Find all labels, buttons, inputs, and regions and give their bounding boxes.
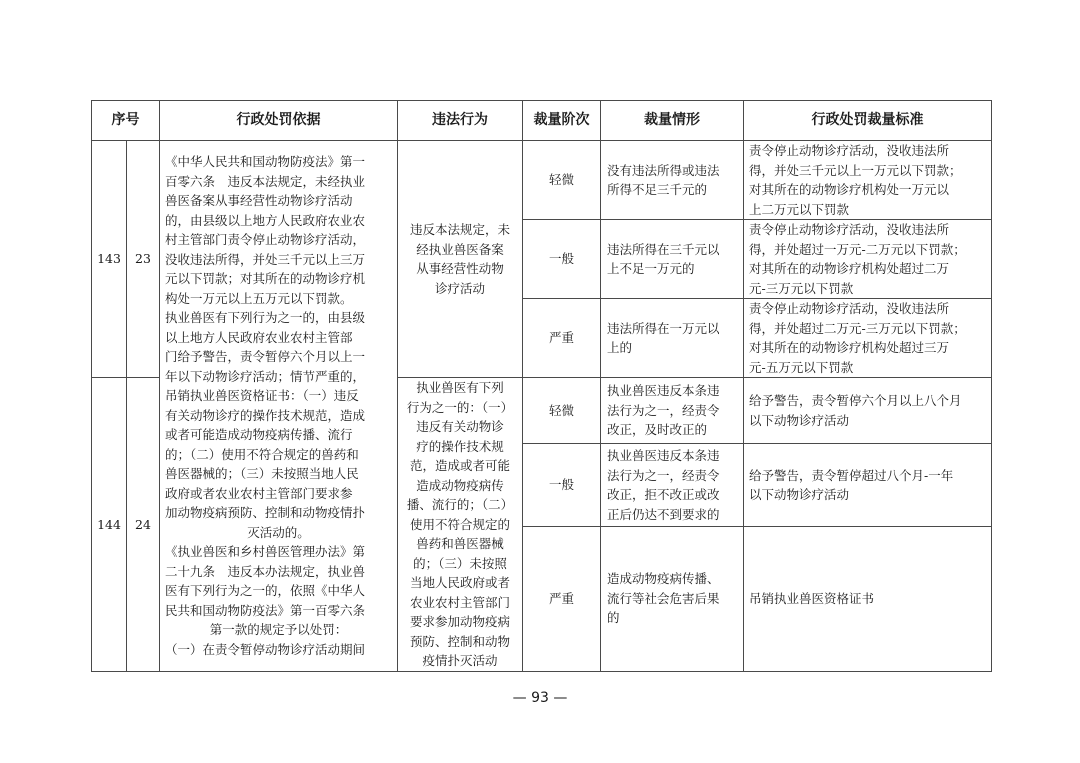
text-line: 以下动物诊疗活动 — [749, 487, 850, 502]
text-line: 对其所在的动物诊疗机构处一万元以 — [749, 182, 950, 197]
text-line: 元-三万元以下罚款 — [749, 280, 854, 296]
text-line: 第一款的规定予以处罚： — [209, 622, 348, 638]
text-line: （一）在责令暂停动物诊疗活动期间 — [165, 641, 366, 657]
text-line: 有关动物诊疗的操作技术规范，造成 — [165, 407, 366, 423]
text-line: 吊销执业兽医资格证书 — [749, 590, 875, 606]
discretion-level: 轻微 — [523, 141, 601, 220]
discretion-situation — [601, 526, 744, 671]
discretion-situation — [601, 141, 744, 220]
text-line: 二十九条 违反本办法规定，执业兽 — [165, 563, 366, 579]
text-line: 兽医备案从事经营性动物诊疗活动 — [165, 193, 353, 209]
discretion-standard — [744, 220, 992, 299]
text-line: 得，并处超过一万元-二万元以下罚款； — [749, 241, 966, 257]
text-line: 加动物疫病预防、控制和动物疫情扑 — [165, 505, 366, 521]
row-number: 144 — [92, 378, 127, 672]
text-line: 或者可能造成动物疫病传播、流行 — [165, 427, 353, 443]
header-discretion-standard: 行政处罚裁量标准 — [744, 101, 992, 141]
text-line: 没收违法所得，并处三千元以上三万 — [165, 251, 366, 267]
text-line: 《中华人民共和国动物防疫法》第一 — [165, 154, 366, 170]
text-line: 诊疗活动 — [434, 280, 485, 296]
text-line: 元以下罚款；对其所在的动物诊疗机 — [165, 271, 366, 287]
header-discretion-level: 裁量阶次 — [523, 101, 601, 141]
text-line: 播、流行的；（二） — [406, 497, 514, 512]
text-line: 流行等社会危害后果 — [607, 590, 720, 606]
text-line: 违反有关动物诊 — [416, 419, 504, 434]
text-line: 违反本法规定，未 — [409, 222, 510, 237]
text-line: 法行为之一，经责令 — [607, 467, 720, 483]
discretion-situation — [601, 444, 744, 527]
text-line: 经执业兽医备案 — [416, 241, 504, 257]
text-line: 对其所在的动物诊疗机构处超过三万 — [749, 340, 950, 355]
text-line: 疗的操作技术规 — [416, 438, 504, 454]
text-line: 预防、控制和动物 — [409, 633, 510, 649]
discretion-level: 严重 — [523, 526, 601, 671]
discretion-standard — [744, 299, 992, 378]
text-line: 责令停止动物诊疗活动，没收违法所 — [749, 222, 950, 237]
text-line: 从事经营性动物 — [416, 261, 504, 276]
header-violation: 违法行为 — [398, 101, 523, 141]
text-line: 上的 — [607, 340, 633, 355]
text-line: 百零六条 违反本法规定，未经执业 — [165, 173, 366, 189]
text-line: 造成动物疫病传 — [416, 477, 504, 493]
violation-cell — [398, 141, 523, 378]
text-line: 民共和国动物防疫法》第一百零六条 — [165, 602, 366, 618]
text-line: 改正，拒不改正或改 — [607, 487, 720, 502]
discretion-situation — [601, 378, 744, 444]
text-line: 上不足一万元的 — [607, 261, 695, 276]
discretion-standard — [744, 378, 992, 444]
page-number: — 93 — — [512, 690, 568, 706]
discretion-standard — [744, 526, 992, 671]
text-line: 范，造成或者可能 — [409, 458, 510, 473]
text-line: 吊销执业兽医资格证书：（一）违反 — [165, 388, 359, 404]
text-line: 责令停止动物诊疗活动，没收违法所 — [749, 143, 950, 158]
text-line: 改正，及时改正的 — [607, 422, 708, 438]
text-line: 以上地方人民政府农业农村主管部 — [165, 329, 353, 345]
text-line: 行为之一的：（一） — [406, 399, 514, 415]
text-line: 执业兽医违反本条违 — [607, 383, 720, 399]
discretion-situation — [601, 220, 744, 299]
discretion-level: 一般 — [523, 220, 601, 299]
text-line: 兽药和兽医器械 — [416, 536, 504, 551]
text-line: 的；（三）未按照 — [413, 555, 507, 571]
text-line: 要求参加动物疫病 — [409, 614, 510, 629]
text-line: 责令停止动物诊疗活动，没收违法所 — [749, 301, 950, 316]
table-header-row — [92, 101, 992, 141]
text-line: 使用不符合规定的 — [409, 516, 510, 532]
text-line: 构处一万元以上五万元以下罚款。 — [165, 290, 353, 306]
text-line: 政府或者农业农村主管部门要求参 — [165, 485, 353, 501]
text-line: 农业农村主管部门 — [409, 594, 510, 610]
text-line: 的，由县级以上地方人民政府农业农 — [165, 212, 366, 228]
text-line: 给予警告，责令暂停六个月以上八个月 — [749, 393, 962, 409]
text-line: 兽医器械的；（三）未按照当地人民 — [165, 466, 359, 482]
text-line: 违法所得在一万元以 — [607, 320, 720, 336]
violation-cell — [398, 378, 523, 672]
text-line: 执业兽医违反本条违 — [607, 448, 720, 463]
row-sub-number: 24 — [127, 378, 160, 672]
text-line: 违法所得在三千元以 — [607, 241, 720, 257]
penalty-discretion-table — [91, 100, 992, 672]
discretion-level: 一般 — [523, 444, 601, 527]
text-line: 医有下列行为之一的，依照《中华人 — [165, 583, 366, 599]
text-line: 执业兽医有下列行为之一的，由县级 — [165, 310, 366, 326]
text-line: 执业兽医有下列 — [416, 380, 504, 395]
header-discretion-situation: 裁量情形 — [601, 101, 744, 141]
discretion-standard — [744, 141, 992, 220]
text-line: 对其所在的动物诊疗机构处超过二万 — [749, 261, 950, 276]
text-line: 所得不足三千元的 — [607, 182, 708, 197]
text-line: 《执业兽医和乡村兽医管理办法》第 — [165, 544, 366, 560]
discretion-standard — [744, 444, 992, 527]
row-sub-number: 23 — [127, 141, 160, 378]
header-serial-number: 序号 — [92, 101, 160, 141]
header-penalty-basis: 行政处罚依据 — [160, 101, 398, 141]
text-line: 灭活动的。 — [247, 524, 310, 540]
text-line: 得，并处三千元以上一万元以下罚款； — [749, 162, 962, 178]
text-line: 造成动物疫病传播、 — [607, 571, 720, 587]
row-number: 143 — [92, 141, 127, 378]
discretion-level: 严重 — [523, 299, 601, 378]
discretion-situation — [601, 299, 744, 378]
text-line: 的；（二）使用不符合规定的兽药和 — [165, 446, 359, 462]
text-line: 得，并处超过二万元-三万元以下罚款； — [749, 320, 966, 336]
text-line: 上二万元以下罚款 — [749, 201, 850, 217]
text-line: 以下动物诊疗活动 — [749, 412, 850, 428]
text-line: 当地人民政府或者 — [409, 575, 510, 590]
penalty-basis-cell — [160, 141, 398, 672]
text-line: 村主管部门责令停止动物诊疗活动， — [165, 232, 366, 248]
text-line: 法行为之一，经责令 — [607, 402, 720, 418]
text-line: 没有违法所得或违法 — [607, 162, 720, 178]
text-line: 的 — [607, 610, 620, 626]
text-line: 门给予警告，责令暂停六个月以上一 — [165, 349, 366, 365]
table-row — [92, 141, 992, 220]
discretion-level: 轻微 — [523, 378, 601, 444]
text-line: 元-五万元以下罚款 — [749, 359, 854, 375]
text-line: 疫情扑灭活动 — [422, 653, 498, 668]
text-line: 年以下动物诊疗活动；情节严重的， — [165, 368, 366, 384]
text-line: 给予警告，责令暂停超过八个月-一年 — [749, 467, 954, 483]
text-line: 正后仍达不到要求的 — [607, 506, 720, 522]
